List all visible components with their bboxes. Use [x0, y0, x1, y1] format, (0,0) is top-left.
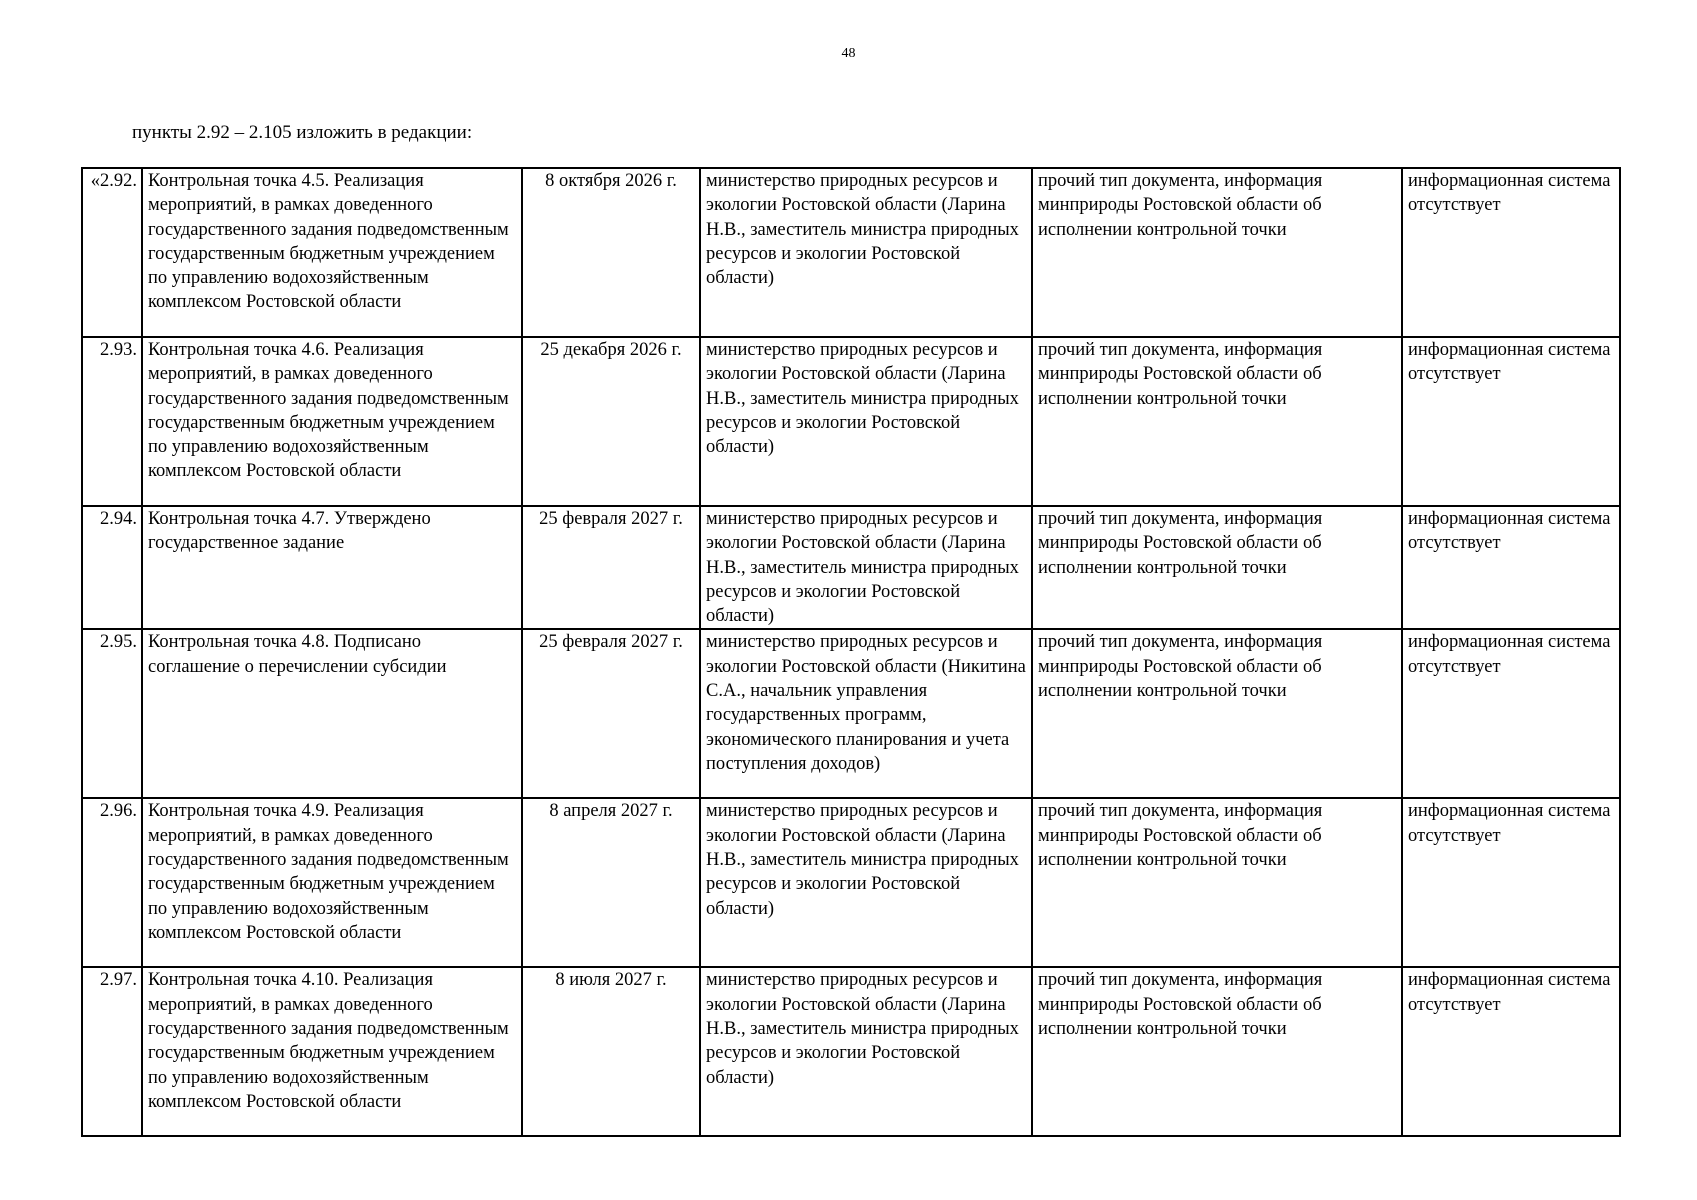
table-row	[82, 337, 1620, 506]
document-type: прочий тип документа, информация минприроды Ростовской области об исполнении контрольной точки	[1032, 506, 1402, 629]
control-point-name: Контрольная точка 4.5. Реализация мероприятий, в рамках доведенного государственного задания подведомственным государственным бюджетным учреждением по управлению водохозяйственным комплексом Ростовской области	[142, 168, 522, 337]
row-number: 2.95.	[82, 629, 142, 798]
information-system: информационная система отсутствует	[1402, 506, 1620, 629]
due-date: 25 декабря 2026 г.	[522, 337, 700, 506]
intro-text: пункты 2.92 – 2.105 изложить в редакции:	[132, 122, 473, 143]
due-date: 8 июля 2027 г.	[522, 967, 700, 1136]
control-points-table	[81, 167, 1621, 1137]
responsible-party: министерство природных ресурсов и экологии Ростовской области (Ларина Н.В., заместитель министра природных ресурсов и экологии Ростовской области)	[700, 967, 1032, 1136]
table-row	[82, 967, 1620, 1136]
table-row	[82, 168, 1620, 337]
information-system: информационная система отсутствует	[1402, 629, 1620, 798]
document-type: прочий тип документа, информация минприроды Ростовской области об исполнении контрольной точки	[1032, 168, 1402, 337]
document-type: прочий тип документа, информация минприроды Ростовской области об исполнении контрольной точки	[1032, 967, 1402, 1136]
row-number: 2.94.	[82, 506, 142, 629]
responsible-party: министерство природных ресурсов и экологии Ростовской области (Ларина Н.В., заместитель министра природных ресурсов и экологии Ростовской области)	[700, 337, 1032, 506]
responsible-party: министерство природных ресурсов и экологии Ростовской области (Ларина Н.В., заместитель министра природных ресурсов и экологии Ростовской области)	[700, 506, 1032, 629]
information-system: информационная система отсутствует	[1402, 967, 1620, 1136]
page-number: 48	[841, 46, 856, 61]
document-type: прочий тип документа, информация минприроды Ростовской области об исполнении контрольной точки	[1032, 629, 1402, 798]
responsible-party: министерство природных ресурсов и экологии Ростовской области (Ларина Н.В., заместитель министра природных ресурсов и экологии Ростовской области)	[700, 168, 1032, 337]
row-number: 2.97.	[82, 967, 142, 1136]
table-row	[82, 506, 1620, 629]
information-system: информационная система отсутствует	[1402, 168, 1620, 337]
control-point-name: Контрольная точка 4.8. Подписано соглашение о перечислении субсидии	[142, 629, 522, 798]
responsible-party: министерство природных ресурсов и экологии Ростовской области (Никитина С.А., начальник управления государственных программ, экономического планирования и учета поступления доходов)	[700, 629, 1032, 798]
table-row	[82, 629, 1620, 798]
information-system: информационная система отсутствует	[1402, 337, 1620, 506]
control-point-name: Контрольная точка 4.9. Реализация мероприятий, в рамках доведенного государственного задания подведомственным государственным бюджетным учреждением по управлению водохозяйственным комплексом Ростовской области	[142, 798, 522, 967]
control-point-name: Контрольная точка 4.10. Реализация мероприятий, в рамках доведенного государственного задания подведомственным государственным бюджетным учреждением по управлению водохозяйственным комплексом Ростовской области	[142, 967, 522, 1136]
row-number: 2.93.	[82, 337, 142, 506]
responsible-party: министерство природных ресурсов и экологии Ростовской области (Ларина Н.В., заместитель министра природных ресурсов и экологии Ростовской области)	[700, 798, 1032, 967]
row-number: 2.96.	[82, 798, 142, 967]
control-point-name: Контрольная точка 4.7. Утверждено государственное задание	[142, 506, 522, 629]
table-row	[82, 798, 1620, 967]
row-number: «2.92.	[82, 168, 142, 337]
information-system: информационная система отсутствует	[1402, 798, 1620, 967]
control-point-name: Контрольная точка 4.6. Реализация мероприятий, в рамках доведенного государственного задания подведомственным государственным бюджетным учреждением по управлению водохозяйственным комплексом Ростовской области	[142, 337, 522, 506]
due-date: 8 октября 2026 г.	[522, 168, 700, 337]
document-type: прочий тип документа, информация минприроды Ростовской области об исполнении контрольной точки	[1032, 337, 1402, 506]
document-type: прочий тип документа, информация минприроды Ростовской области об исполнении контрольной точки	[1032, 798, 1402, 967]
due-date: 25 февраля 2027 г.	[522, 629, 700, 798]
due-date: 8 апреля 2027 г.	[522, 798, 700, 967]
due-date: 25 февраля 2027 г.	[522, 506, 700, 629]
